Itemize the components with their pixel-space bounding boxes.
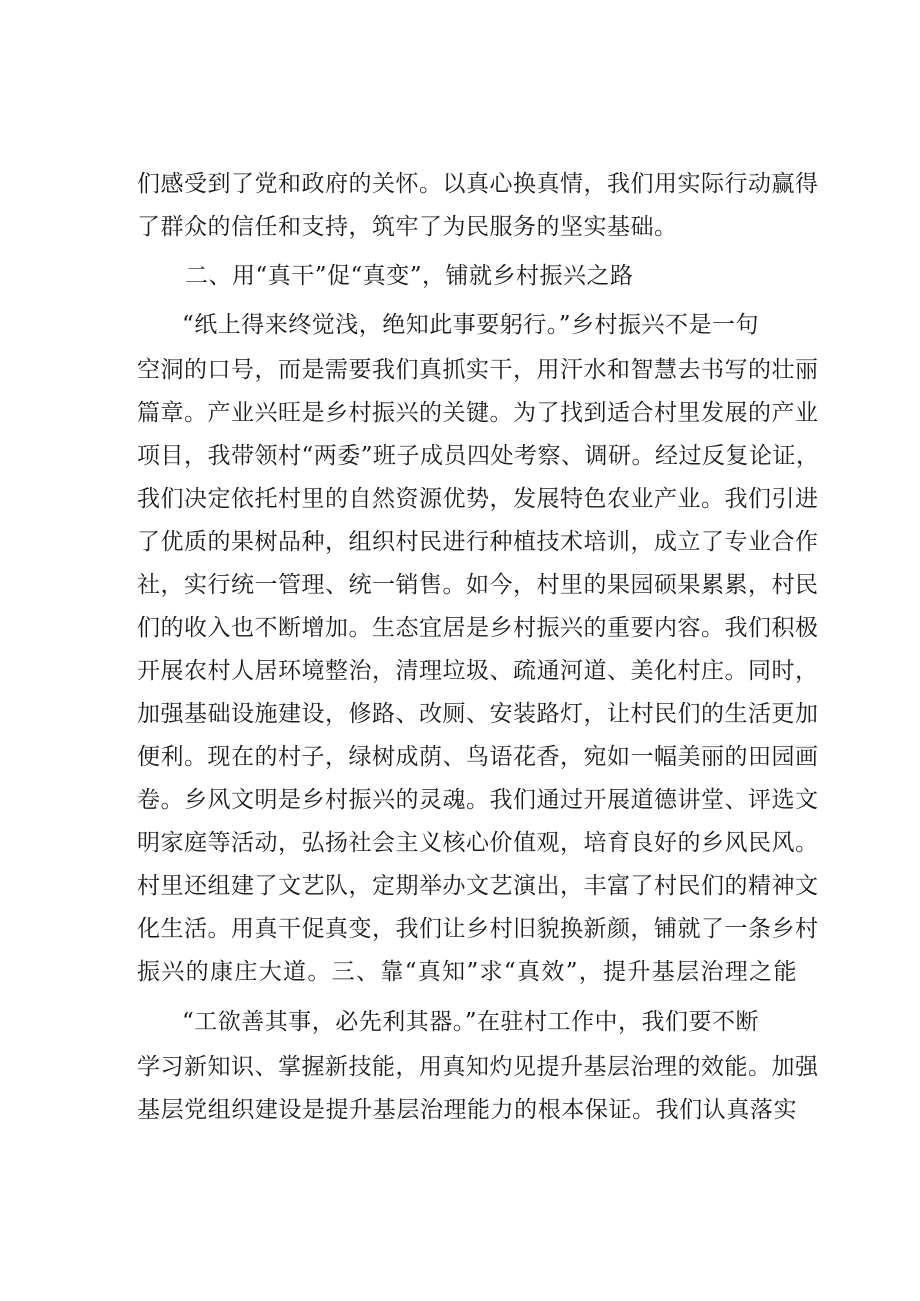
body-text-line: 学习新知识、掌握新技能，用真知灼见提升基层治理的效能。加强 <box>137 1054 819 1080</box>
body-text-line: 们感受到了党和政府的关怀。以真心换真情，我们用实际行动赢得 <box>137 171 819 197</box>
body-text-line: 们的收入也不断增加。生态宜居是乡村振兴的重要内容。我们积极 <box>137 615 819 641</box>
body-text-line: 我们决定依托村里的自然资源优势，发展特色农业产业。我们引进 <box>137 486 819 512</box>
body-text-line: 村里还组建了文艺队，定期举办文艺演出，丰富了村民们的精神文 <box>137 873 819 899</box>
body-text-line: 开展农村人居环境整治，清理垃圾、疏通河道、美化村庄。同时， <box>137 658 819 684</box>
body-text-line: 化生活。用真干促真变，我们让乡村旧貌换新颜，铺就了一条乡村 <box>137 916 819 942</box>
body-text-line: 加强基础设施建设，修路、改厕、安装路灯，让村民们的生活更加 <box>137 701 819 727</box>
body-text-line: 空洞的口号，而是需要我们真抓实干，用汗水和智慧去书写的壮丽 <box>137 357 819 383</box>
body-text-line: 篇章。产业兴旺是乡村振兴的关键。为了找到适合村里发展的产业 <box>137 400 819 426</box>
body-text-line: “纸上得来终觉浅，绝知此事要躬行。”乡村振兴不是一句 <box>182 312 760 338</box>
body-text-line: 了优质的果树品种，组织村民进行种植技术培训，成立了专业合作 <box>137 529 819 555</box>
section-heading: 二、用“真干”促“真变”，铺就乡村振兴之路 <box>185 263 634 289</box>
body-text-line: “工欲善其事，必先利其器。”在驻村工作中，我们要不断 <box>182 1009 760 1035</box>
body-text-line: 社，实行统一管理、统一销售。如今，村里的果园硕果累累，村民 <box>137 572 819 598</box>
body-text-line: 项目，我带领村“两委”班子成员四处考察、调研。经过反复论证， <box>137 443 820 469</box>
body-text-line: 便利。现在的村子，绿树成荫、鸟语花香，宛如一幅美丽的田园画 <box>137 744 819 770</box>
body-text-line: 卷。乡风文明是乡村振兴的灵魂。我们通过开展道德讲堂、评选文 <box>137 787 819 813</box>
body-text-line: 明家庭等活动，弘扬社会主义核心价值观，培育良好的乡风民风。 <box>137 830 819 856</box>
body-text-line: 基层党组织建设是提升基层治理能力的根本保证。我们认真落实 <box>137 1097 797 1123</box>
body-text-line: 振兴的康庄大道。三、靠“真知”求“真效”，提升基层治理之能 <box>137 959 797 985</box>
body-text-line: 了群众的信任和支持，筑牢了为民服务的坚实基础。 <box>137 214 678 240</box>
